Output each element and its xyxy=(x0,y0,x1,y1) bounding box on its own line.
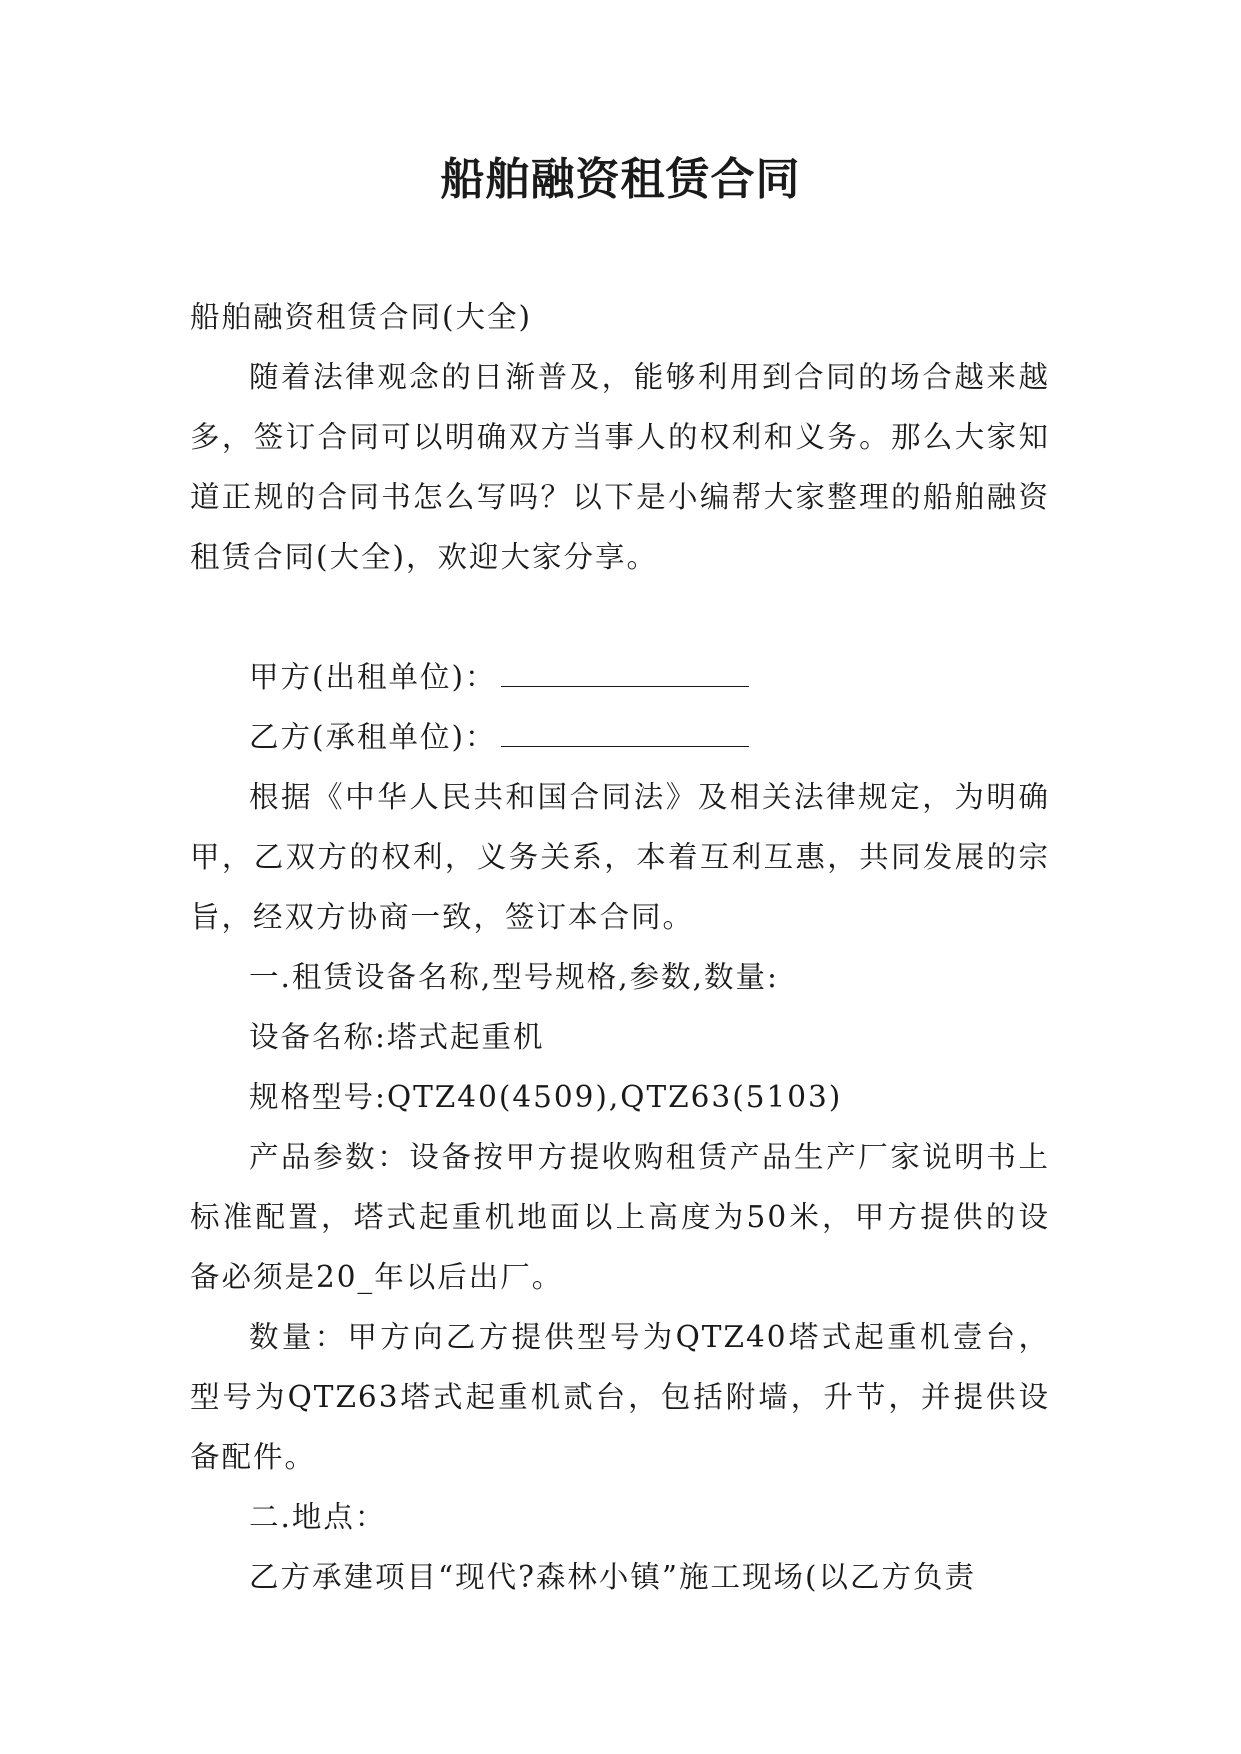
party-a-label: 甲方(出租单位)： xyxy=(249,660,497,694)
section-1-heading: 一.租赁设备名称,型号规格,参数,数量: xyxy=(249,960,779,994)
intro-paragraph: 随着法律观念的日渐普及，能够利用到合同的场合越来越多，签订合同可以明确双方当事人的权利和义务。那么大家知道正规的合同书怎么写吗？以下是小编帮大家整理的船舶融资租赁合同(大全)，欢迎大家分享。 xyxy=(190,360,1050,574)
basis-paragraph: 根据《中华人民共和国合同法》及相关法律规定，为明确甲，乙双方的权利，义务关系，本着互利互惠，共同发展的宗旨，经双方协商一致，签订本合同。 xyxy=(190,780,1050,934)
equipment-name: 设备名称:塔式起重机 xyxy=(249,1020,545,1054)
party-b-label: 乙方(承租单位)： xyxy=(249,720,497,754)
party-a-blank xyxy=(501,662,749,687)
document-body xyxy=(190,287,1050,1607)
product-params-paragraph: 产品参数：设备按甲方提收购租赁产品生产厂家说明书上标准配置，塔式起重机地面以上高度为50米，甲方提供的设备必须是20_年以后出厂。 xyxy=(190,1140,1050,1294)
party-b-line xyxy=(190,707,1050,767)
document-title: 船舶融资租赁合同 xyxy=(440,154,801,205)
party-b-blank xyxy=(501,722,749,747)
location-paragraph: 乙方承建项目“现代?森林小镇”施工现场(以乙方负责 xyxy=(249,1560,976,1594)
paragraph-spacer xyxy=(190,587,1050,647)
model-spec: 规格型号:QTZ40(4509),QTZ63(5103) xyxy=(249,1080,843,1114)
quantity-paragraph: 数量：甲方向乙方提供型号为QTZ40塔式起重机壹台，型号为QTZ63塔式起重机贰台，包括附墙，升节，并提供设备配件。 xyxy=(190,1320,1050,1474)
document-subtitle: 船舶融资租赁合同(大全) xyxy=(190,300,533,334)
section-2-heading: 二.地点： xyxy=(249,1500,387,1534)
party-a-line xyxy=(190,647,1050,707)
